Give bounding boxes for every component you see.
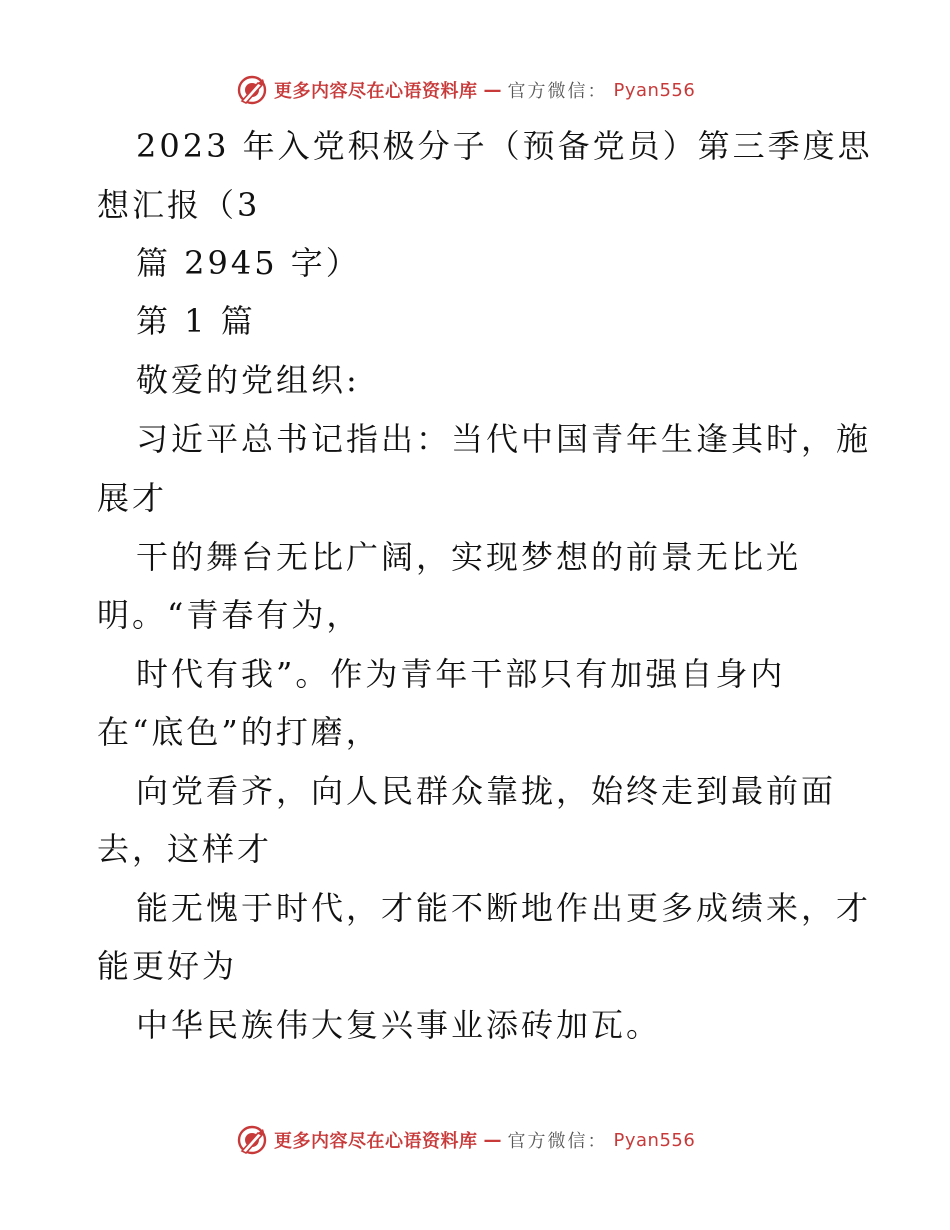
doc-paragraph-line: 能更好为 <box>97 947 238 985</box>
doc-paragraph-line: 干的舞台无比广阔，实现梦想的前景无比光 <box>136 538 802 576</box>
doc-title-line-1: 2023 年入党积极分子（预备党员）第三季度思 <box>136 127 873 165</box>
watermark-dash: — <box>483 79 502 101</box>
doc-paragraph-line: 时代有我”。作为青年干部只有加强自身内 <box>136 655 786 693</box>
doc-title-line-2: 想汇报（3 <box>97 186 261 224</box>
watermark-title: 更多内容尽在心语资料库 <box>274 1131 478 1152</box>
watermark-title: 更多内容尽在心语资料库 <box>274 81 478 102</box>
doc-paragraph-line: 在“底色”的打磨， <box>97 713 381 751</box>
doc-paragraph-line: 去，这样才 <box>97 830 273 868</box>
footer-watermark <box>236 1122 695 1158</box>
header-watermark <box>236 72 695 108</box>
doc-paragraph-line: 明。“青春有为， <box>97 596 362 634</box>
doc-section-heading: 第 1 篇 <box>136 302 256 340</box>
pen-logo-icon <box>236 74 268 106</box>
watermark-wechat-id: Pyan556 <box>613 1129 696 1151</box>
watermark-wechat-label: 官方微信： <box>507 1131 608 1152</box>
doc-paragraph-line: 习近平总书记指出：当代中国青年生逢其时，施 <box>136 420 872 458</box>
watermark-dash: — <box>483 1129 502 1151</box>
doc-paragraph-line: 向党看齐，向人民群众靠拢，始终走到最前面 <box>136 772 837 810</box>
doc-paragraph-line: 能无愧于时代，才能不断地作出更多成绩来，才 <box>136 889 872 927</box>
doc-paragraph-line: 展才 <box>97 479 168 517</box>
doc-salutation: 敬爱的党组织: <box>136 361 360 399</box>
pen-logo-icon <box>236 1124 268 1156</box>
watermark-wechat-id: Pyan556 <box>613 79 696 101</box>
watermark-wechat-label: 官方微信： <box>507 81 608 102</box>
doc-title-line-3: 篇 2945 字） <box>136 244 361 282</box>
doc-paragraph-line: 中华民族伟大复兴事业添砖加瓦。 <box>136 1006 662 1044</box>
